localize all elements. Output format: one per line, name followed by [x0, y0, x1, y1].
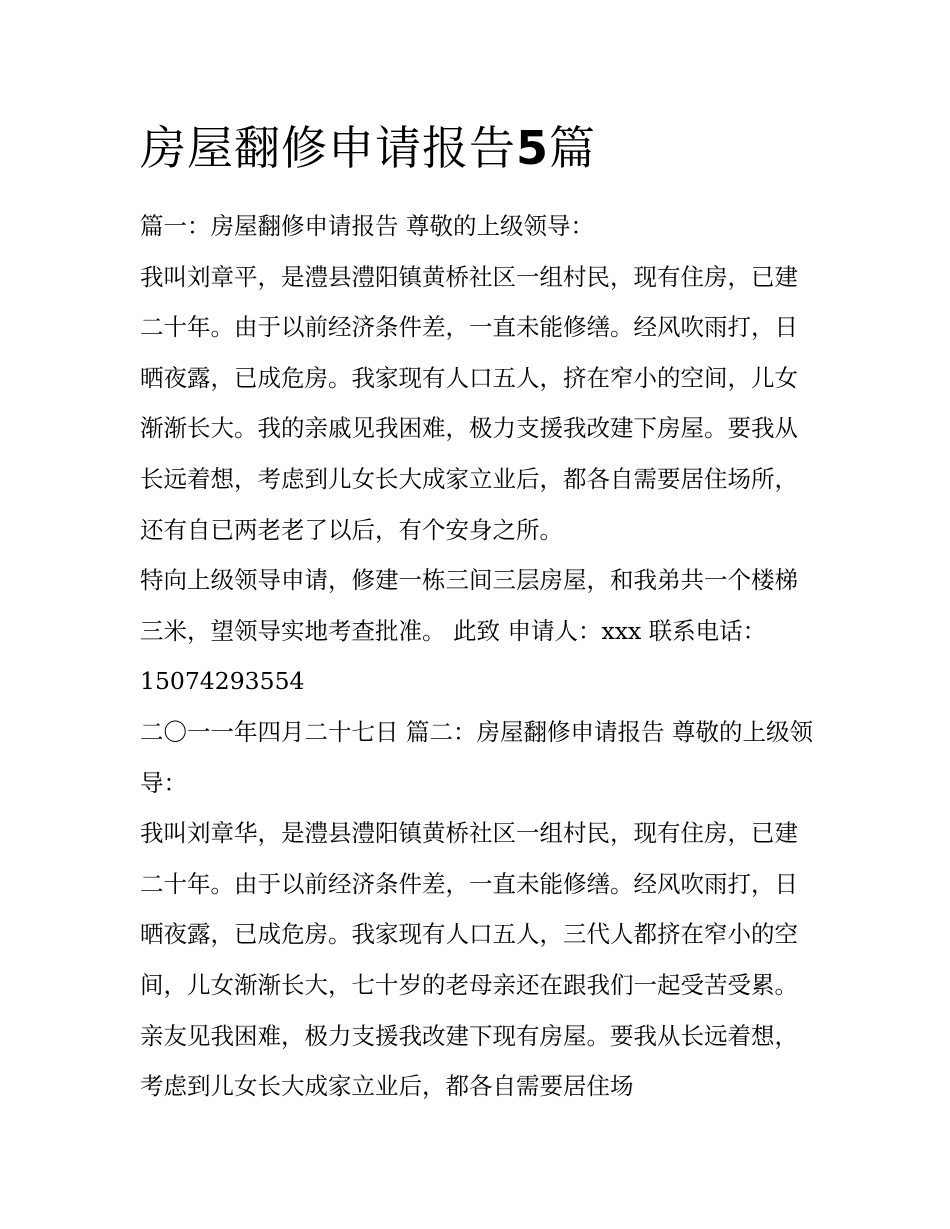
paragraph-body-1: 我叫刘章平，是澧县澧阳镇黄桥社区一组村民，现有住房，已建二十年。由于以前经济条件差，一直未能修缮。经风吹雨打，日晒夜露，已成危房。我家现有人口五人，挤在窄小的空间，儿女渐渐长大。我的亲戚见我困难，极力支援我改建下房屋。要我从长远着想，考虑到儿女长大成家立业后，都各自需要居住场所，还有自已两老老了以后，有个安身之所。: [140, 262, 798, 544]
paragraph-heading-1: 篇一：房屋翻修申请报告 尊敬的上级领导：: [140, 212, 594, 240]
document-body: [140, 201, 816, 1112]
paragraph-body-2: 我叫刘章华，是澧县澧阳镇黄桥社区一组村民，现有住房，已建二十年。由于以前经济条件差，一直未能修缮。经风吹雨打，日晒夜露，已成危房。我家现有人口五人，三代人都挤在窄小的空间，儿女渐渐长大，七十岁的老母亲还在跟我们一起受苦受累。亲友见我困难，极力支援我改建下现有房屋。要我从长远着想，考虑到儿女长大成家立业后，都各自需要居住场: [140, 819, 798, 1101]
paragraph-heading-2: 二〇一一年四月二十七日 篇二：房屋翻修申请报告 尊敬的上级领导：: [140, 717, 813, 797]
title-number: 5: [516, 121, 550, 175]
document-title: [140, 118, 820, 178]
title-suffix: 篇: [549, 121, 597, 175]
title-text: 房屋翻修申请报告: [140, 121, 516, 175]
paragraph-request-1: 特向上级领导申请，修建一栋三间三层房屋，和我弟共一个楼梯三米，望领导实地考查批准。 此致 申请人：xxx 联系电话：15074293554: [140, 566, 798, 696]
